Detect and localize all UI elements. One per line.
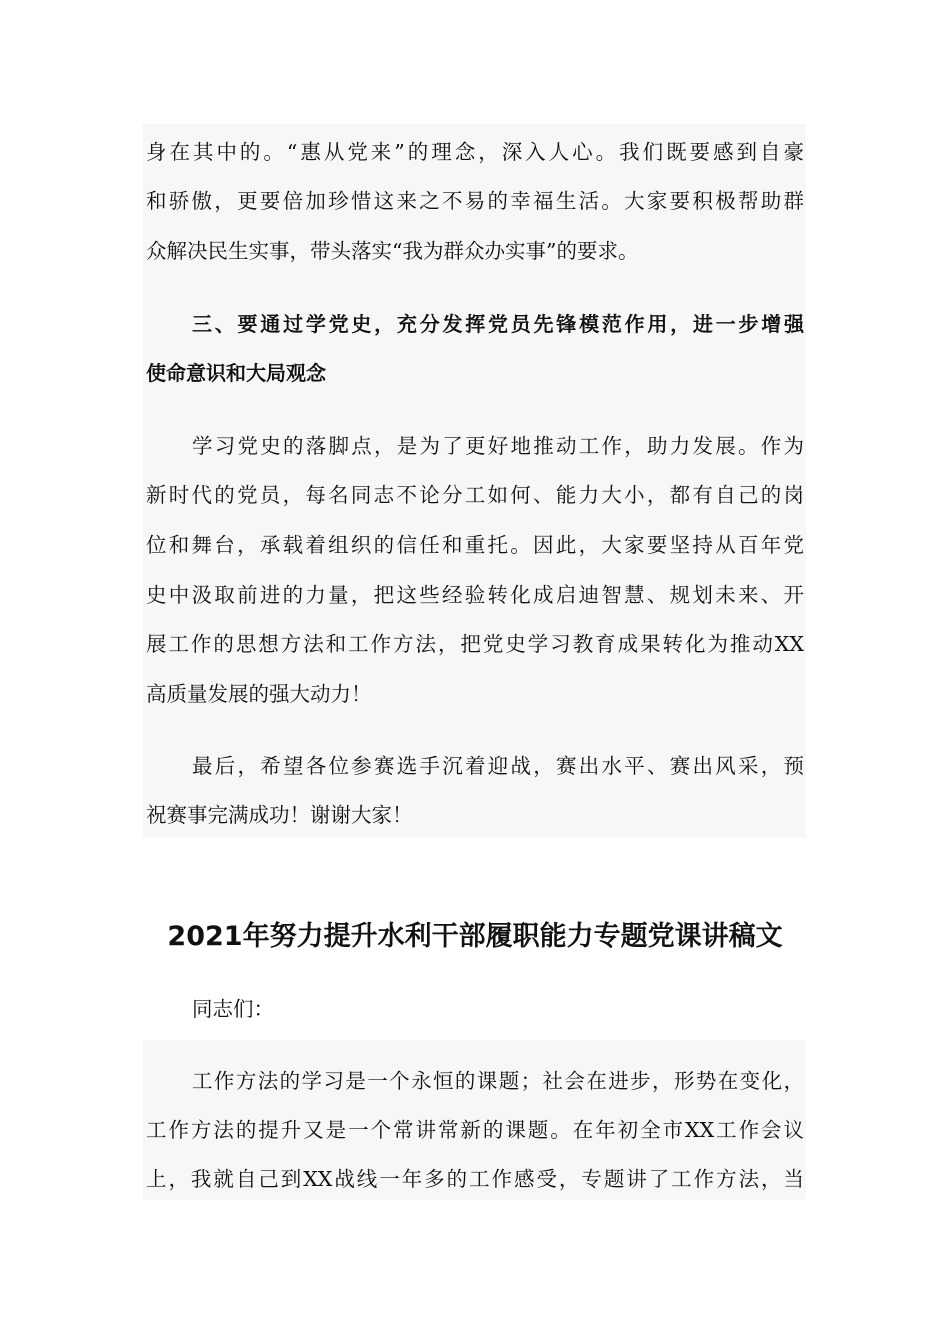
text-line: 新时代的党员，每名同志不论分工如何、能力大小，都有自己的岗: [146, 483, 804, 507]
text-line: 身在其中的。“惠从党来”的理念，深入人心。我们既要感到自豪: [146, 140, 804, 164]
text-line: 学习党史的落脚点，是为了更好地推动工作，助力发展。作为: [192, 434, 804, 458]
text-line: 祝赛事完满成功！谢谢大家！: [146, 803, 413, 827]
text-line: 最后，希望各位参赛选手沉着迎战，赛出水平、赛出风采，预: [192, 754, 804, 778]
document-title: 2021年努力提升水利干部履职能力专题党课讲稿文: [167, 921, 783, 952]
text-line: 史中汲取前进的力量，把这些经验转化成启迪智慧、规划未来、开: [146, 583, 804, 607]
text-line: 上，我就自己到XX战线一年多的工作感受，专题讲了工作方法，当: [146, 1167, 804, 1191]
text-line: 位和舞台，承载着组织的信任和重托。因此，大家要坚持从百年党: [146, 533, 804, 557]
text-line: 和骄傲，更要倍加珍惜这来之不易的幸福生活。大家要积极帮助群: [146, 189, 804, 213]
heading-line: 三、要通过学党史，充分发挥党员先锋模范作用，进一步增强: [192, 312, 804, 336]
text-line: 工作方法的学习是一个永恒的课题；社会在进步，形势在变化，: [192, 1069, 804, 1093]
text-line: 众解决民生实事，带头落实“我为群众办实事”的要求。: [146, 239, 639, 263]
text-line: 展工作的思想方法和工作方法，把党史学习教育成果转化为推动XX: [146, 632, 804, 656]
text-line: 工作方法的提升又是一个常讲常新的课题。在年初全市XX工作会议: [146, 1118, 804, 1142]
text-line: 高质量发展的强大动力！: [146, 682, 372, 706]
salutation: 同志们：: [192, 997, 274, 1021]
heading-line: 使命意识和大局观念: [146, 361, 326, 385]
